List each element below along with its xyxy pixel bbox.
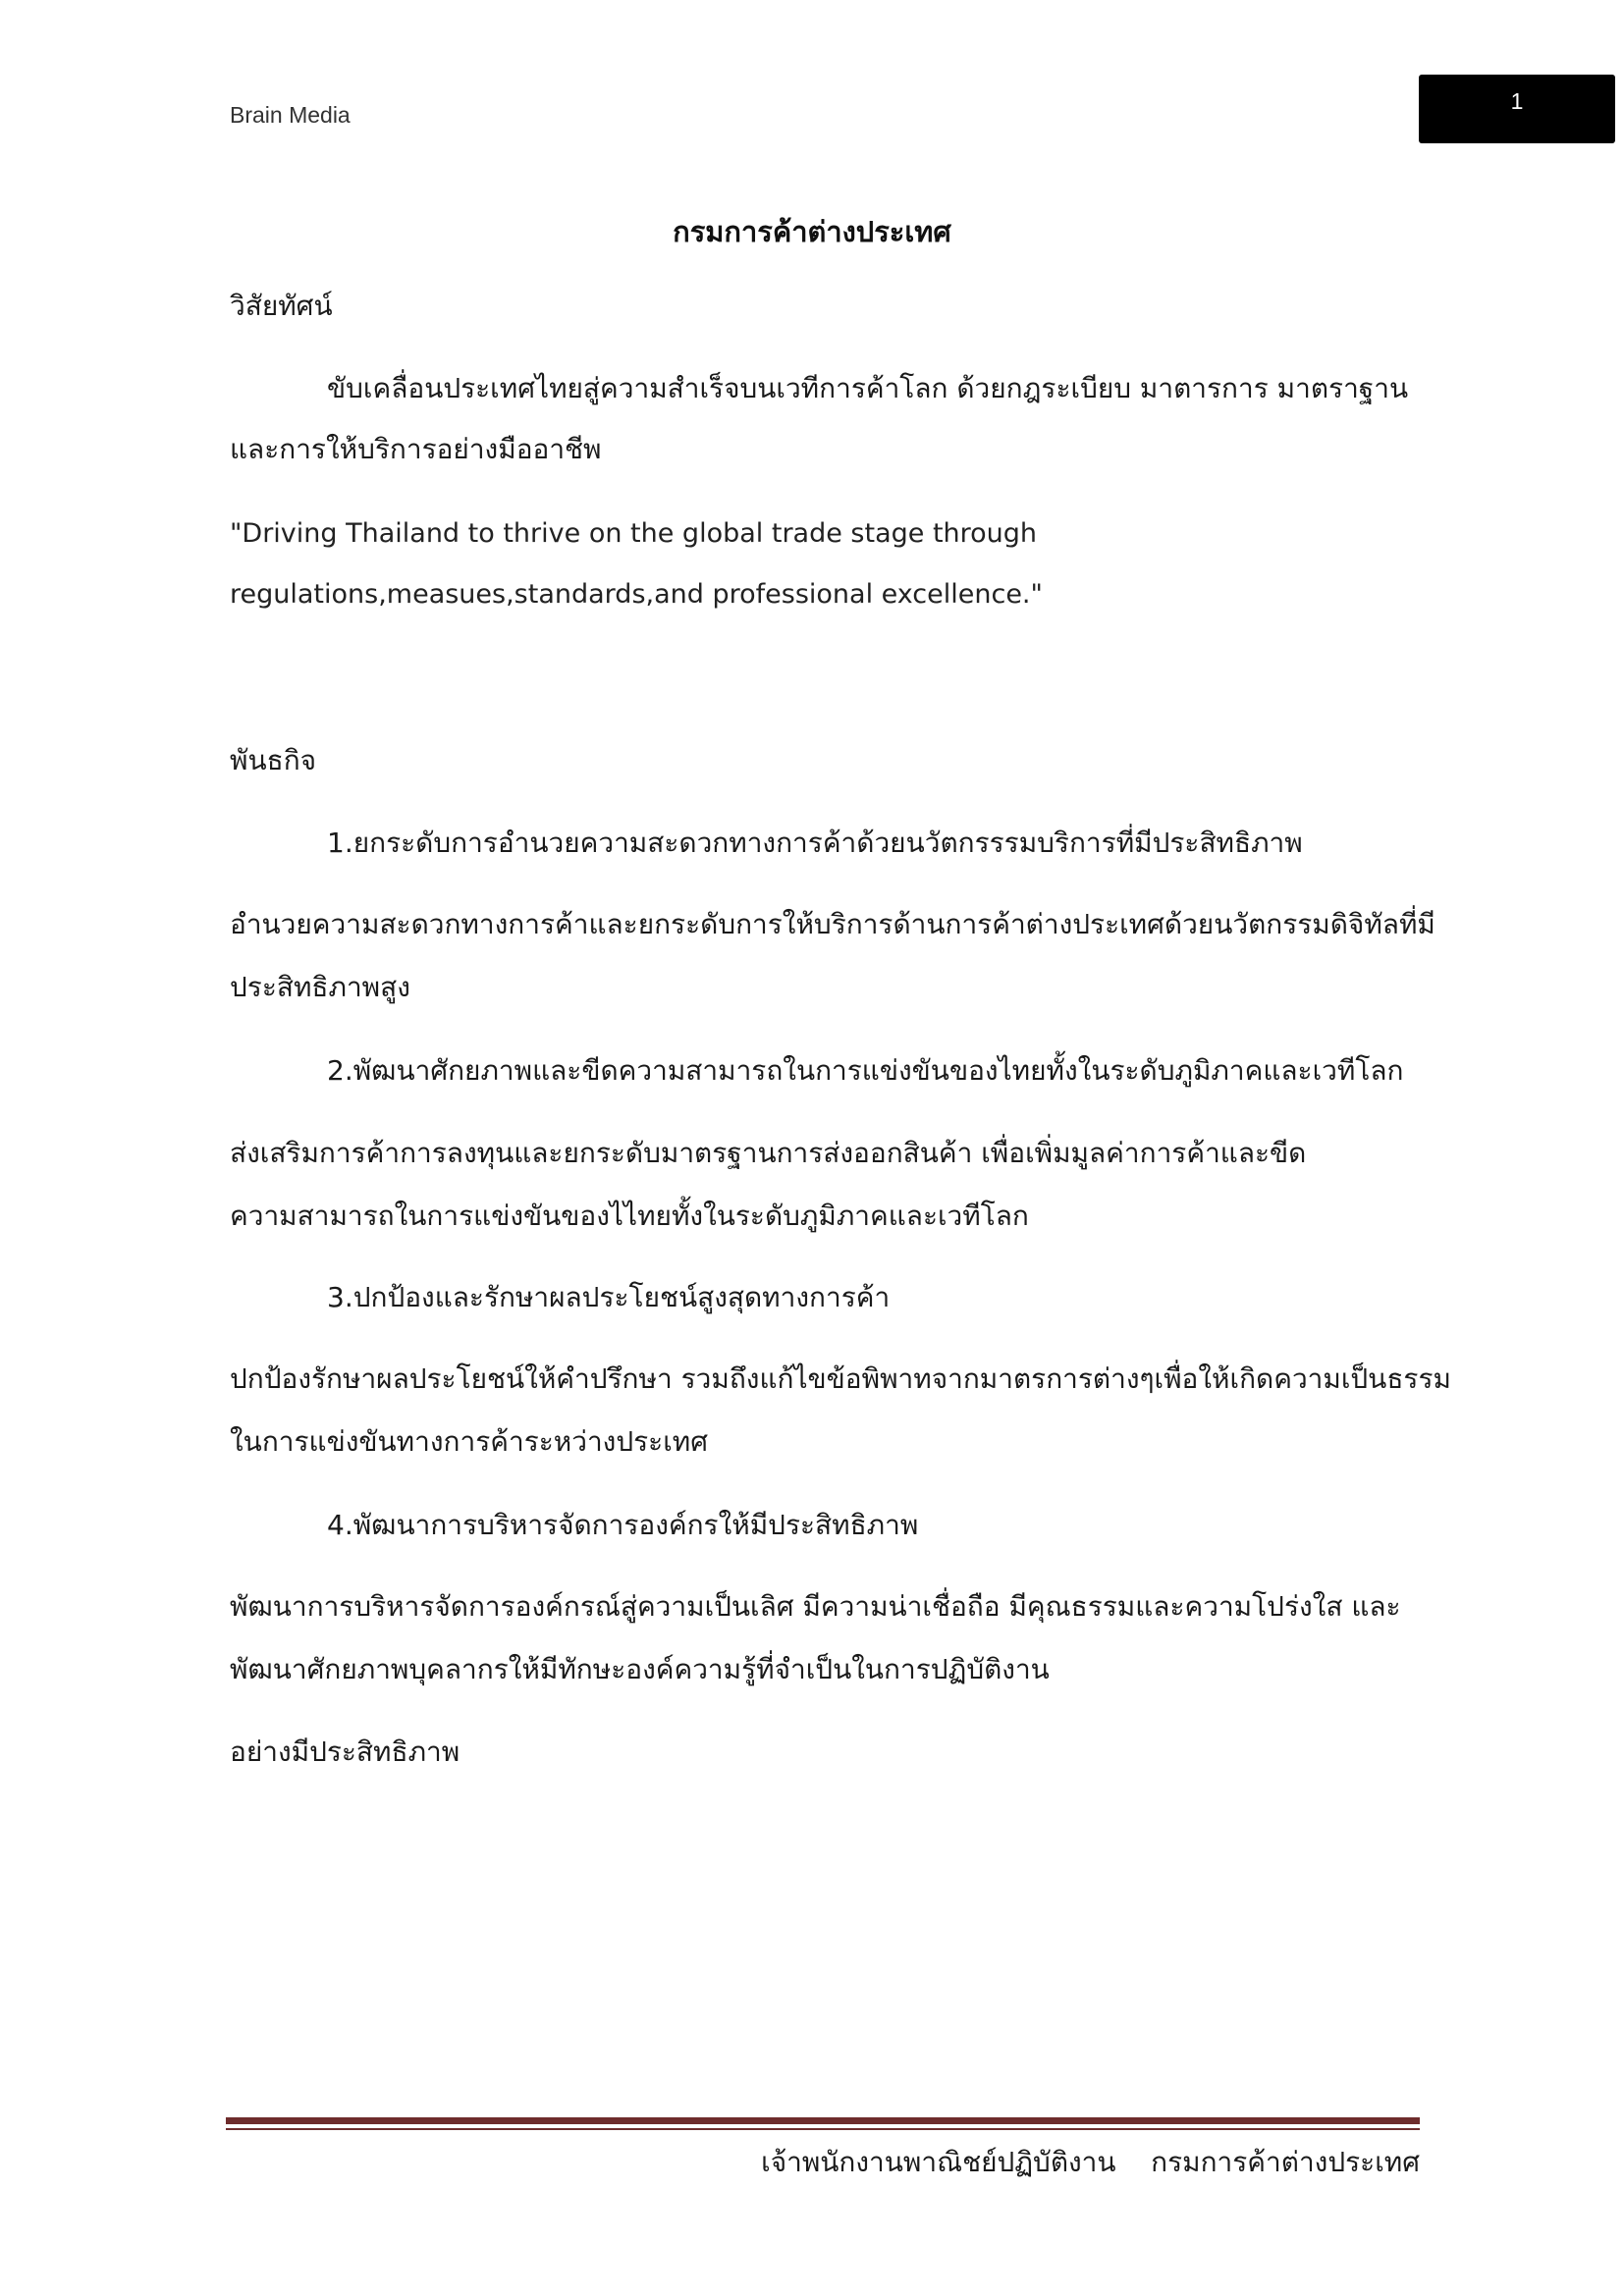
footer-text: เจ้าพนักงานพาณิชย์ปฏิบัติงาน กรมการค้าต่างประเทศ bbox=[761, 2146, 1420, 2178]
mission-3-desc-line-2: ในการแข่งขันทางการค้าระหว่างประเทศ bbox=[230, 1425, 708, 1458]
mission-heading: พันธกิจ bbox=[230, 744, 317, 776]
mission-4-title: 4.พัฒนาการบริหารจัดการองค์กรให้มีประสิทธิภาพ bbox=[327, 1509, 919, 1541]
mission-4-desc-line-3: อย่างมีประสิทธิภาพ bbox=[230, 1735, 460, 1768]
mission-3-desc-line-1: ปกป้องรักษาผลประโยชน์ให้คำปรึกษา รวมถึงแก้ไขข้อพิพาทจากมาตรการต่างๆเพื่อให้เกิดความเป็นธรรม bbox=[230, 1362, 1451, 1395]
vision-thai-line-2: และการให้บริการอย่างมืออาชีพ bbox=[230, 433, 602, 465]
vision-english-line-2: regulations,measues,standards,and professional excellence." bbox=[230, 579, 1043, 610]
mission-3-title: 3.ปกป้องและรักษาผลประโยชน์สูงสุดทางการค้า bbox=[327, 1281, 891, 1313]
document-title: กรมการค้าต่างประเทศ bbox=[673, 215, 951, 248]
mission-2-desc-line-1: ส่งเสริมการค้าการลงทุนและยกระดับมาตรฐานการส่งออกสินค้า เพื่อเพิ่มมูลค่าการค้าและขีด bbox=[230, 1137, 1307, 1169]
mission-4-desc-line-1: พัฒนาการบริหารจัดการองค์กรณ์สู่ความเป็นเลิศ มีความน่าเชื่อถือ มีคุณธรรมและความโปร่งใส และ bbox=[230, 1590, 1401, 1623]
footer-rule-thick bbox=[226, 2117, 1420, 2124]
vision-thai-line-1: ขับเคลื่อนประเทศไทยสู่ความสำเร็จบนเวทีการค้าโลก ด้วยกฎระเบียบ มาตารการ มาตราฐาน bbox=[327, 372, 1409, 404]
mission-1-desc-line-1: อำนวยความสะดวกทางการค้าและยกระดับการให้บริการด้านการค้าต่างประเทศด้วยนวัตกรรมดิจิทัลที่มี bbox=[230, 908, 1435, 940]
mission-4-desc-line-2: พัฒนาศักยภาพบุคลากรให้มีทักษะองค์ความรู้ที่จำเป็นในการปฏิบัติงาน bbox=[230, 1653, 1050, 1685]
vision-heading: วิสัยทัศน์ bbox=[230, 290, 333, 322]
mission-1-desc-line-2: ประสิทธิภาพสูง bbox=[230, 971, 410, 1003]
page-header-label: Brain Media bbox=[230, 102, 351, 128]
page-number: 1 bbox=[1510, 88, 1524, 114]
page-number-box bbox=[1419, 75, 1615, 143]
mission-1-title: 1.ยกระดับการอำนวยความสะดวกทางการค้าด้วยนวัตกรรรมบริการที่มีประสิทธิภาพ bbox=[327, 827, 1303, 859]
mission-2-title: 2.พัฒนาศักยภาพและขีดความสามารถในการแข่งขันของไทยทั้งในระดับภูมิภาคและเวทีโลก bbox=[327, 1054, 1404, 1087]
vision-english-line-1: "Driving Thailand to thrive on the global trade stage through bbox=[230, 518, 1038, 549]
mission-2-desc-line-2: ความสามารถในการแข่งขันของไไทยทั้งในระดับภูมิภาคและเวทีโลก bbox=[230, 1200, 1029, 1232]
footer-rule-thin bbox=[226, 2128, 1420, 2130]
